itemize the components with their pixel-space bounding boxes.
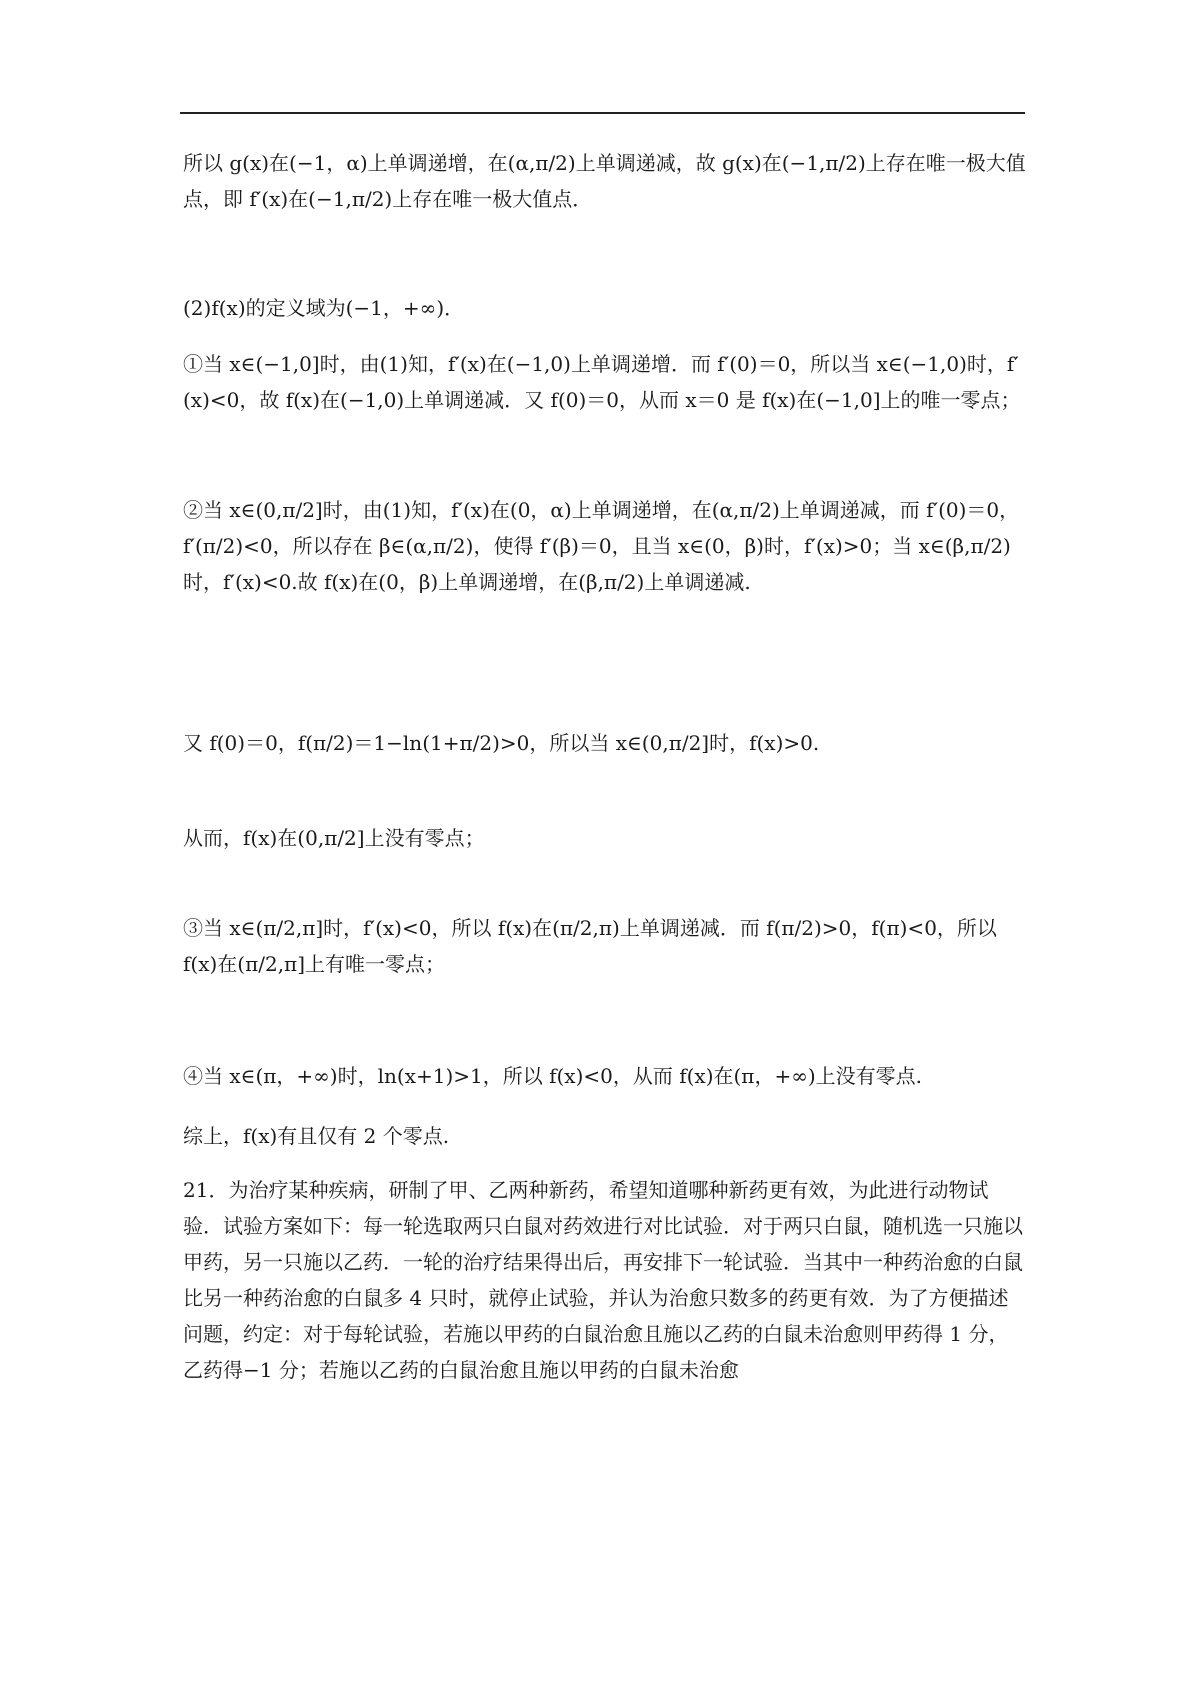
paragraph-case-3: ③当 x∈(π/2,π]时，f′(x)<0，所以 f(x)在(π/2,π)上单调递减．而 f(π/2)>0，f(π)<0，所以 f(x)在(π/2,π]上有唯一零点； [183, 916, 997, 976]
paragraph-case-4: ④当 x∈(π，+∞)时，ln(x+1)>1，所以 f(x)<0，从而 f(x)在(π，+∞)上没有零点. [183, 1064, 923, 1088]
paragraph-conclusion: 综上，f(x)有且仅有 2 个零点. [183, 1124, 450, 1148]
paragraph-domain: (2)f(x)的定义域为(−1，+∞)． [183, 296, 465, 320]
paragraph-case-1: ①当 x∈(−1,0]时，由(1)知，f′(x)在(−1,0)上单调递增．而 f′(0)＝0，所以当 x∈(−1,0)时，f′(x)<0，故 f(x)在(−1,0)上单调递减．又 f(0)＝0，从而 x＝0 是 f(x)在(−1,0]上的唯一零点； [183, 352, 1021, 412]
header-rule [180, 112, 1025, 114]
paragraph-case-2: ②当 x∈(0,π/2]时，由(1)知，f′(x)在(0，α)上单调递增，在(α,π/2)上单调递减，而 f′(0)＝0，f′(π/2)<0，所以存在 β∈(α,π/2)，使得 f′(β)＝0，且当 x∈(0，β)时，f′(x)>0；当 x∈(β,π/2)时，f′(x)<0.故 f(x)在(0，β)上单调递增，在(β,π/2)上单调递减. [183, 498, 1020, 594]
paragraph-f-positive: 又 f(0)＝0，f(π/2)＝1−ln(1+π/2)>0，所以当 x∈(0,π/2]时，f(x)>0. [183, 731, 820, 755]
paragraph-no-zero: 从而，f(x)在(0,π/2]上没有零点； [183, 826, 485, 850]
paragraph-question-21: 21．为治疗某种疾病，研制了甲、乙两种新药，希望知道哪种新药更有效，为此进行动物试验．试验方案如下：每一轮选取两只白鼠对药效进行对比试验．对于两只白鼠，随机选一只施以甲药，另一只施以乙药．一轮的治疗结果得出后，再安排下一轮试验．当其中一种药治愈的白鼠比另一种药治愈的白鼠多 4 只时，就停止试验，并认为治愈只数多的药更有效．为了方便描述问题，约定：对于每轮试验，若施以甲药的白鼠治愈且施以乙药的白鼠未治愈则甲药得 1 分，乙药得−1 分；若施以乙药的白鼠治愈且施以甲药的白鼠未治愈 [183, 1178, 1023, 1382]
paragraph-monotonicity-g: 所以 g(x)在(−1，α)上单调递增，在(α,π/2)上单调递减，故 g(x)在(−1,π/2)上存在唯一极大值点，即 f′(x)在(−1,π/2)上存在唯一极大值点． [183, 151, 1026, 211]
